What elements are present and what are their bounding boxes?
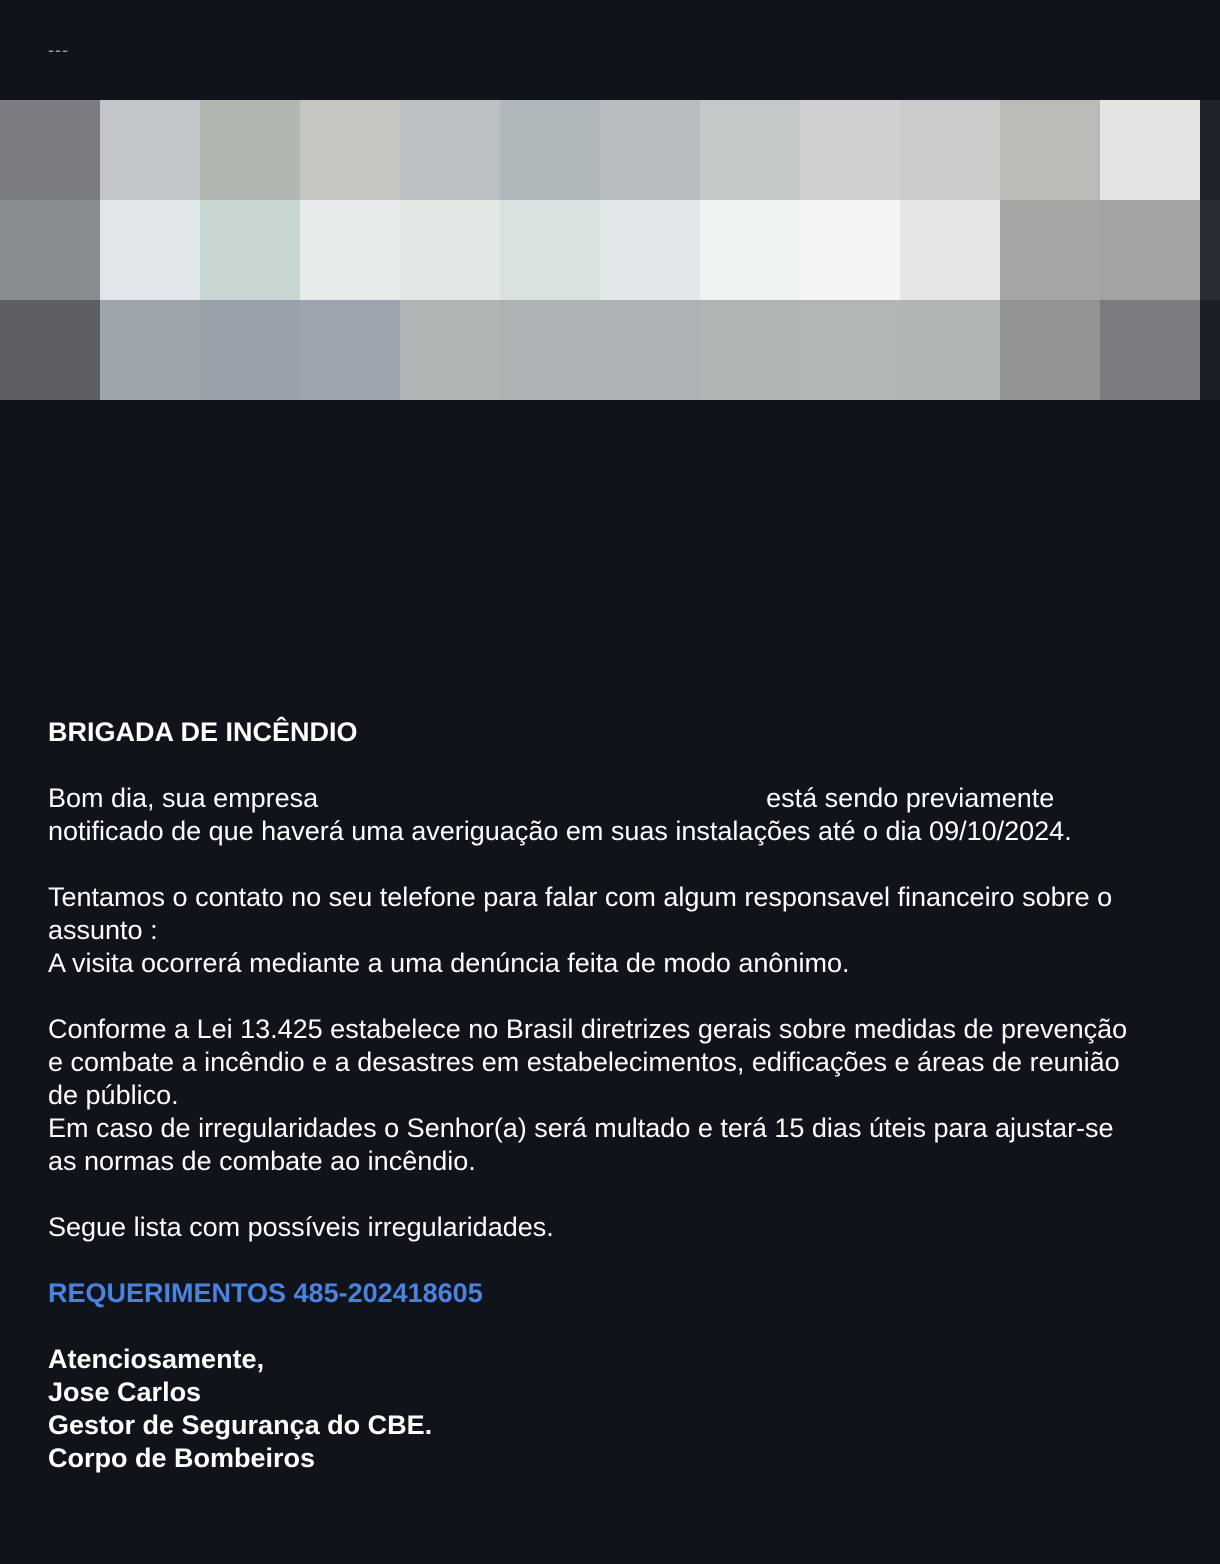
pixel-block — [500, 200, 600, 300]
pixel-block — [400, 200, 500, 300]
pixel-block — [1200, 300, 1220, 400]
pixel-block — [300, 100, 400, 200]
requirements-link[interactable]: REQUERIMENTOS 485-202418605 — [48, 1278, 483, 1308]
pixel-block — [600, 200, 700, 300]
signature-block — [48, 1343, 1188, 1475]
email-body — [48, 716, 1188, 1475]
header-marker: --- — [48, 40, 69, 60]
pixel-block — [900, 100, 1000, 200]
paragraph-notice — [48, 782, 1188, 848]
paragraph-law — [48, 1013, 1188, 1178]
pixel-block — [200, 200, 300, 300]
pixel-block — [0, 200, 100, 300]
notice-line-1-end: está sendo previamente — [766, 783, 1055, 813]
pixel-block — [100, 100, 200, 200]
redacted-company-name — [318, 787, 766, 813]
pixel-block — [600, 100, 700, 200]
paragraph-list: Segue lista com possíveis irregularidades. — [48, 1212, 554, 1242]
pixel-block — [600, 300, 700, 400]
pixel-block — [100, 200, 200, 300]
pixel-block — [700, 100, 800, 200]
pixel-block — [0, 100, 100, 200]
signature-name: Jose Carlos — [48, 1377, 202, 1407]
pixel-block — [400, 300, 500, 400]
law-line-1: Conforme a Lei 13.425 estabelece no Brasil diretrizes gerais sobre medidas de prevenção — [48, 1014, 1128, 1044]
law-line-4: Em caso de irregularidades o Senhor(a) será multado e terá 15 dias úteis para ajustar-se — [48, 1113, 1114, 1143]
pixel-block — [1100, 300, 1200, 400]
pixel-block — [1100, 200, 1200, 300]
pixel-block — [500, 100, 600, 200]
contact-line-1: Tentamos o contato no seu telefone para falar com algum responsavel financeiro sobre o — [48, 882, 1113, 912]
pixel-block — [900, 300, 1000, 400]
email-title: BRIGADA DE INCÊNDIO — [48, 717, 358, 747]
pixel-block — [1100, 100, 1200, 200]
pixel-block — [200, 300, 300, 400]
paragraph-contact — [48, 881, 1188, 980]
contact-line-3: A visita ocorrerá mediante a uma denúncia feita de modo anônimo. — [48, 948, 850, 978]
signature-org: Corpo de Bombeiros — [48, 1443, 316, 1473]
notice-line-1 — [48, 782, 1188, 815]
contact-line-2: assunto : — [48, 915, 158, 945]
law-line-5: as normas de combate ao incêndio. — [48, 1146, 476, 1176]
pixel-block — [0, 300, 100, 400]
pixel-block — [400, 100, 500, 200]
pixel-block — [1200, 200, 1220, 300]
pixel-block — [200, 100, 300, 200]
pixelated-image — [0, 100, 1220, 400]
pixel-block — [1000, 100, 1100, 200]
pixel-block — [900, 200, 1000, 300]
notice-line-1-start: Bom dia, sua empresa — [48, 783, 319, 813]
pixel-block — [300, 300, 400, 400]
pixel-block — [700, 200, 800, 300]
pixel-block — [800, 100, 900, 200]
law-line-2: e combate a incêndio e a desastres em estabelecimentos, edificações e áreas de reunião — [48, 1047, 1120, 1077]
pixel-block — [300, 200, 400, 300]
pixel-block — [800, 200, 900, 300]
signature-closing: Atenciosamente, — [48, 1344, 265, 1374]
law-line-3: de público. — [48, 1080, 179, 1110]
notice-line-2: notificado de que haverá uma averiguação em suas instalações até o dia 09/10/2024. — [48, 816, 1072, 846]
pixel-block — [100, 300, 200, 400]
pixel-block — [1200, 100, 1220, 200]
pixel-block — [1000, 200, 1100, 300]
pixel-block — [700, 300, 800, 400]
pixel-block — [500, 300, 600, 400]
pixel-block — [800, 300, 900, 400]
pixel-block — [1000, 300, 1100, 400]
signature-role: Gestor de Segurança do CBE. — [48, 1410, 433, 1440]
